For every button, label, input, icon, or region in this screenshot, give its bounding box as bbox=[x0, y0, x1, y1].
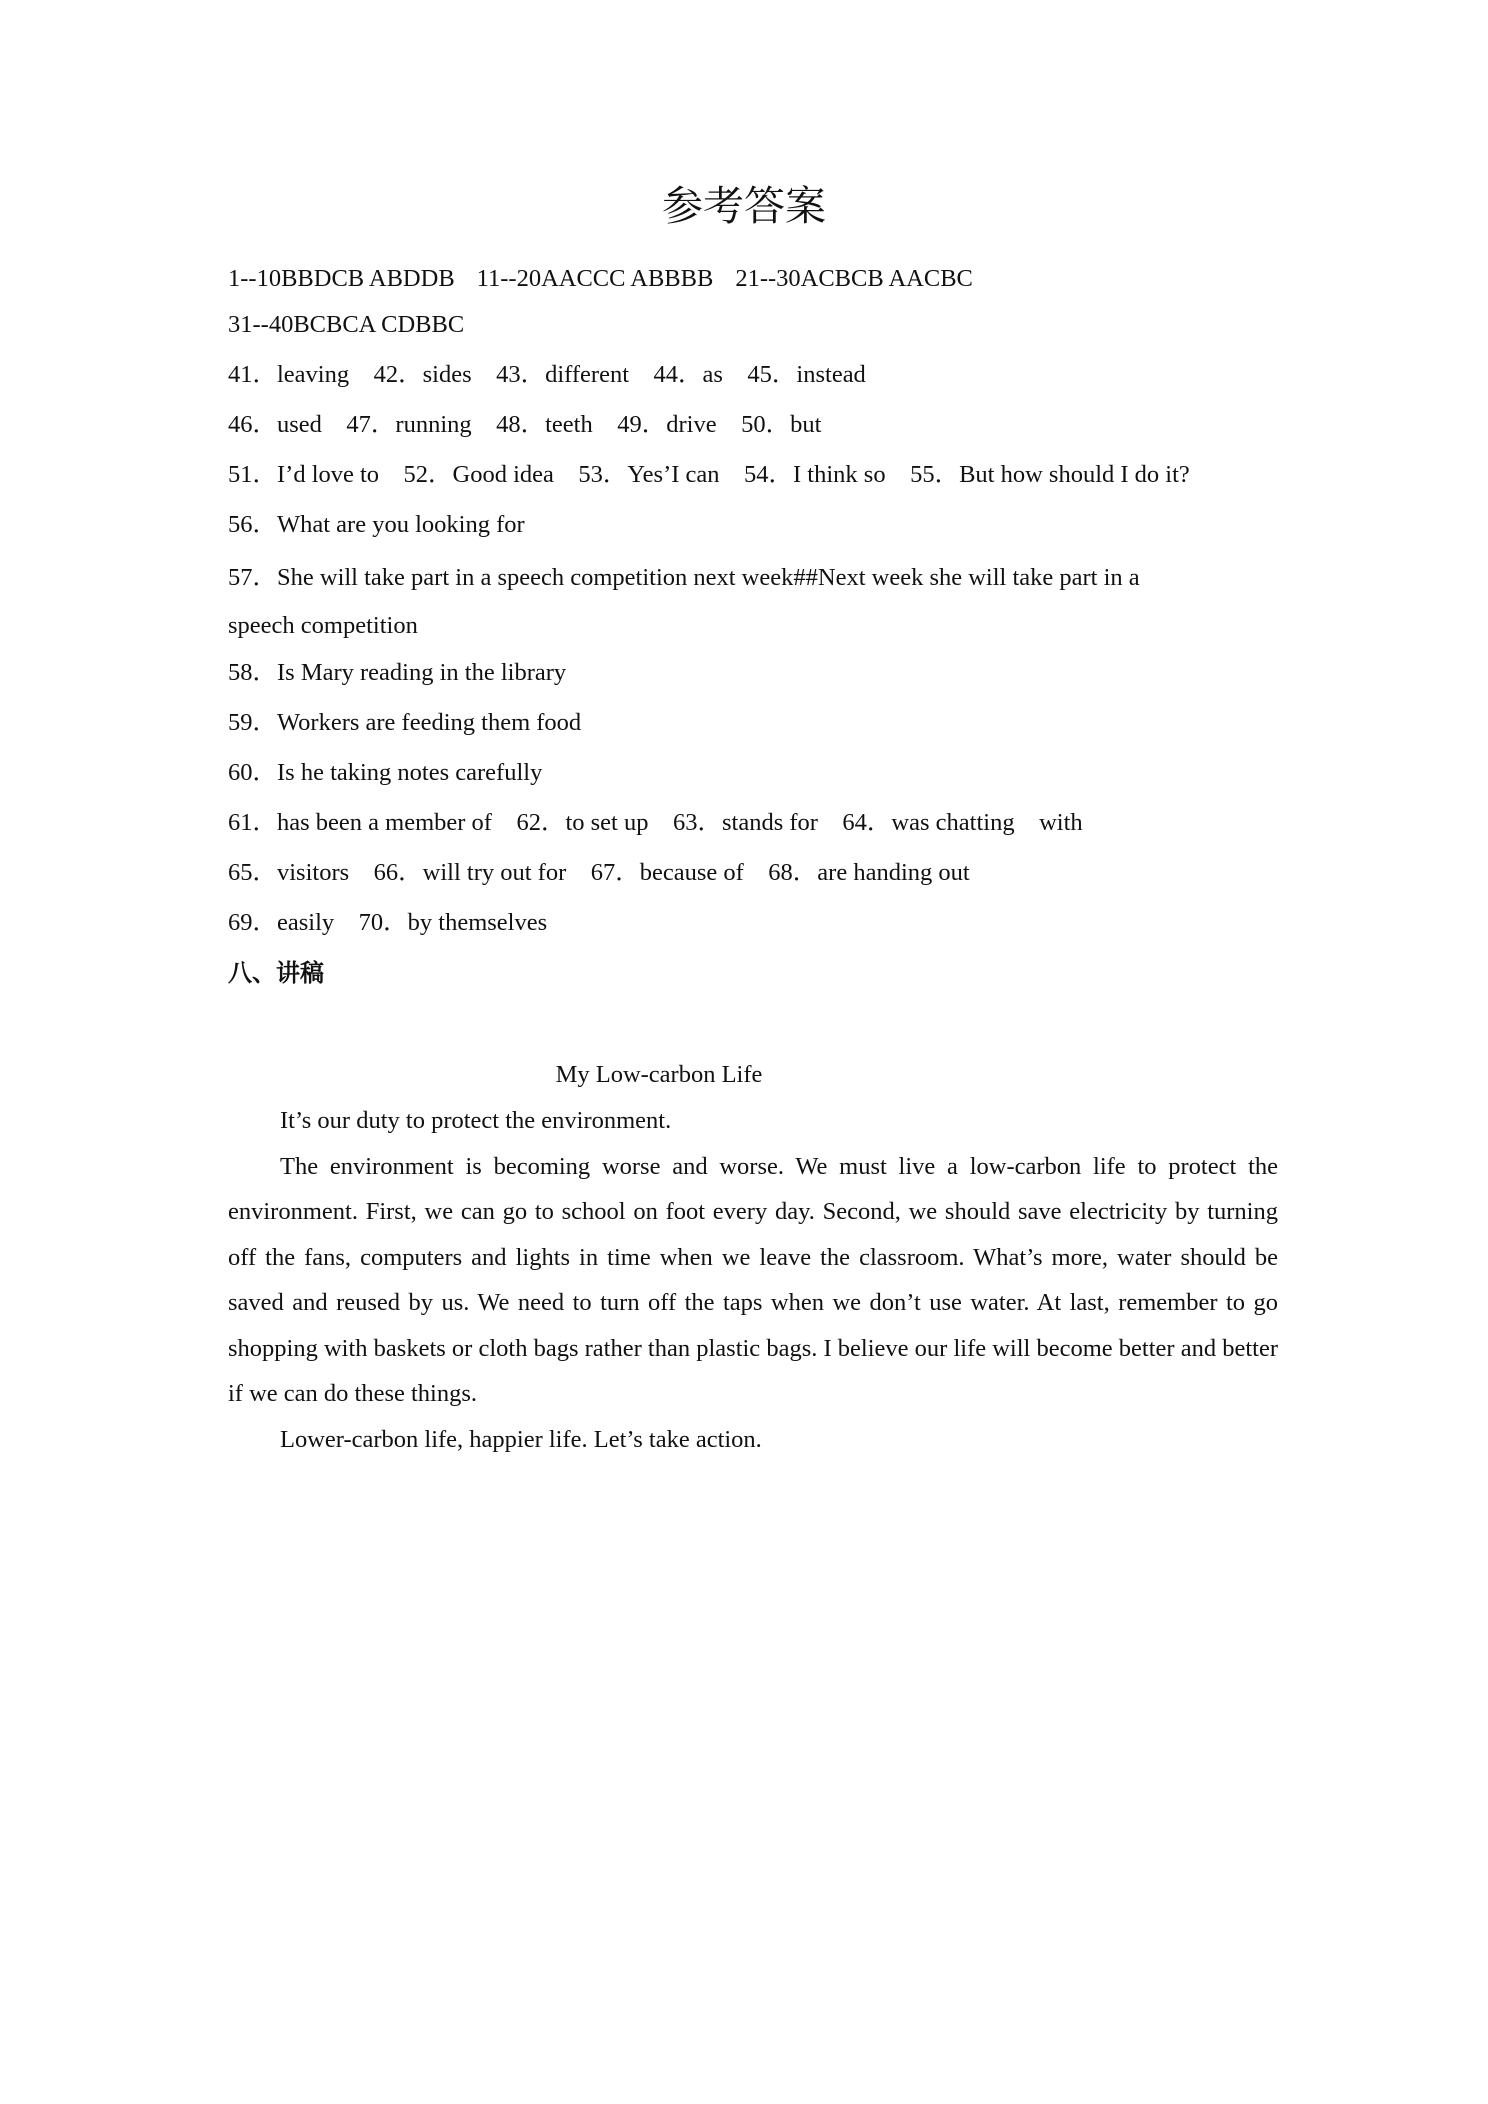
answers-61-64: 61．has been a member of 62．to set up 63．stands for 64．was chatting with bbox=[228, 809, 1083, 836]
answer-57-continued: speech competition bbox=[228, 612, 418, 639]
answers-69-70: 69．easily 70．by themselves bbox=[228, 909, 548, 936]
essay-title: My Low-carbon Life bbox=[555, 1061, 763, 1088]
answers-1-10: 1--10BBDCB ABDDB bbox=[228, 265, 455, 292]
answers-11-20: 11--20AACCC ABBBB bbox=[476, 265, 714, 292]
answer-59: 59．Workers are feeding them food bbox=[228, 709, 582, 736]
answer-60: 60．Is he taking notes carefully bbox=[228, 759, 543, 786]
page-title: 参考答案 bbox=[662, 182, 826, 230]
essay-paragraph-3: Lower-carbon life, happier life. Let’s take action. bbox=[280, 1425, 762, 1453]
answer-58: 58．Is Mary reading in the library bbox=[228, 659, 567, 686]
answers-31-40: 31--40BCBCA CDBBC bbox=[228, 311, 465, 338]
section-heading: 八、讲稿 bbox=[228, 959, 324, 987]
answer-line-1-40 bbox=[228, 256, 1278, 302]
answers-21-30: 21--30ACBCB AACBC bbox=[735, 265, 973, 292]
answer-key bbox=[228, 256, 1278, 996]
answers-41-45: 41．leaving 42．sides 43．different 44．as 45．instead bbox=[228, 361, 866, 388]
essay bbox=[228, 1052, 1278, 1462]
answer-56: 56．What are you looking for bbox=[228, 511, 525, 538]
answers-46-50: 46．used 47．running 48．teeth 49．drive 50．but bbox=[228, 411, 822, 438]
answers-51-55: 51．I’d love to 52．Good idea 53．Yes’I can 54．I think so 55．But how should I do it? bbox=[228, 461, 1190, 488]
essay-paragraph-2: The environment is becoming worse and worse. We must live a low-carbon life to protect the environment. First, we can go to school on foot every day. Second, we should save electricity by turning off the fans, computers and lights in time when we leave the classroom. What’s more, water should be saved and reused by us. We need to turn off the taps when we don’t use water. At last, remember to go shopping with baskets or cloth bags rather than plastic bags. I believe our life will become better and better if we can do these things. bbox=[228, 1152, 1278, 1407]
essay-paragraph-1: It’s our duty to protect the environment. bbox=[280, 1107, 672, 1134]
answer-57: 57．She will take part in a speech competition next week##Next week she will take part in a bbox=[228, 564, 1140, 591]
answers-65-68: 65．visitors 66．will try out for 67．because of 68．are handing out bbox=[228, 859, 970, 886]
